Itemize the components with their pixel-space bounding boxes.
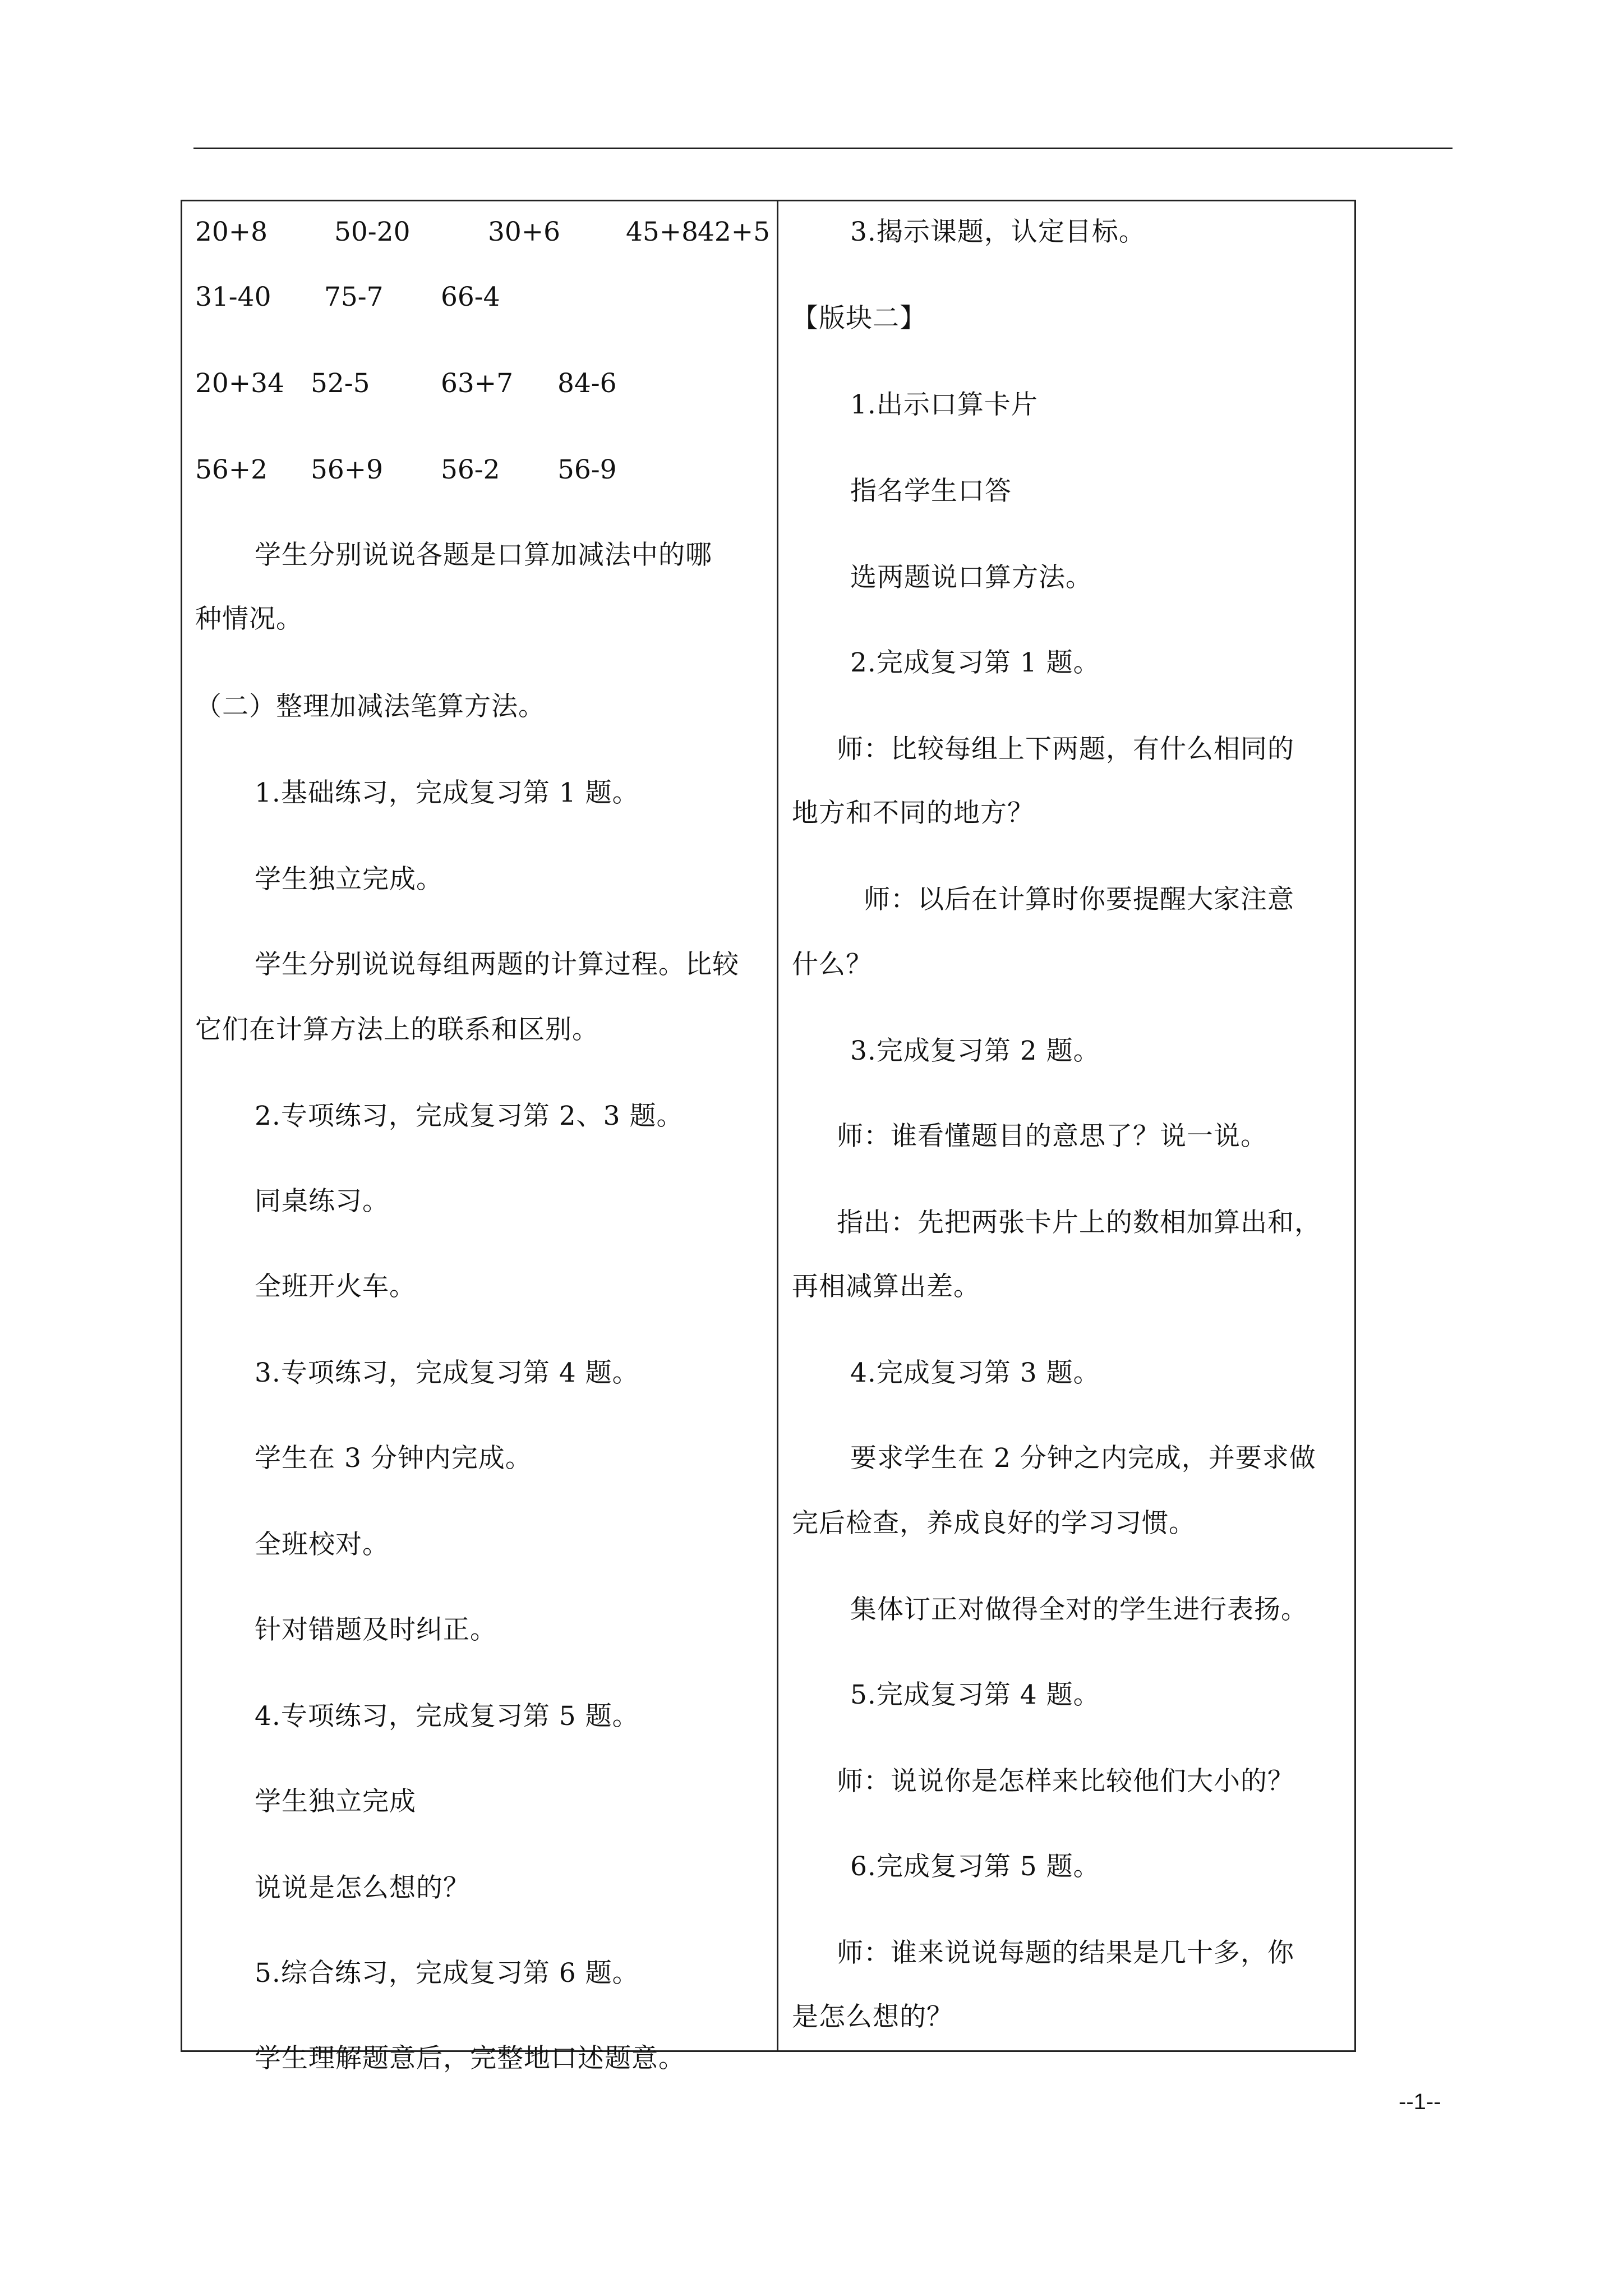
- paragraph-line: 说说是怎么想的？: [255, 1872, 470, 1903]
- expression: 45+8: [626, 217, 699, 247]
- paragraph-line: 学生独立完成: [255, 1786, 416, 1817]
- paragraph-line: 学生分别说说各题是口算加减法中的哪: [255, 540, 712, 570]
- expression: 52-5: [311, 368, 370, 399]
- expression: 20+8: [195, 217, 268, 247]
- paragraph-line: 全班校对。: [255, 1529, 389, 1560]
- paragraph-line: 师：谁来说说每题的结果是几十多，你: [837, 1938, 1294, 1968]
- paragraph-line: 2.专项练习，完成复习第 2、3 题。: [255, 1101, 684, 1131]
- section-heading: 【版块二】: [792, 303, 926, 334]
- paragraph-line: 1.出示口算卡片: [850, 389, 1038, 420]
- paragraph-line: 4.完成复习第 3 题。: [850, 1358, 1100, 1388]
- expression: 84-6: [557, 368, 617, 399]
- paragraph-line: 3.揭示课题，认定目标。: [850, 217, 1146, 247]
- expression: 56+2: [195, 454, 268, 485]
- paragraph-line: 师：谁看懂题目的意思了？说一说。: [837, 1121, 1267, 1152]
- paragraph-line: 完后检查，养成良好的学习习惯。: [792, 1508, 1196, 1539]
- paragraph-line: 4.专项练习，完成复习第 5 题。: [255, 1701, 639, 1732]
- paragraph-line: 它们在计算方法上的联系和区别。: [195, 1014, 599, 1045]
- paragraph-line: 种情况。: [195, 604, 303, 634]
- paragraph-line: 学生在 3 分钟内完成。: [255, 1443, 532, 1474]
- paragraph-line: 指名学生口答: [850, 476, 1012, 507]
- expression: 30+6: [488, 217, 561, 247]
- paragraph-line: 地方和不同的地方？: [792, 798, 1034, 829]
- paragraph-line: 学生理解题意后，完整地口述题意。: [255, 2043, 685, 2074]
- paragraph-line: 要求学生在 2 分钟之内完成，并要求做: [850, 1443, 1316, 1474]
- paragraph-line: 学生分别说说每组两题的计算过程。比较: [255, 949, 739, 980]
- paragraph-line: 什么？: [792, 949, 873, 980]
- expression: 56+9: [311, 454, 384, 485]
- paragraph-line: 师：说说你是怎样来比较他们大小的？: [837, 1766, 1294, 1797]
- paragraph-line: 5.完成复习第 4 题。: [850, 1680, 1100, 1710]
- paragraph-line: 1.基础练习，完成复习第 1 题。: [255, 777, 639, 808]
- expression: 50-20: [334, 217, 411, 247]
- expression: 56-9: [557, 454, 617, 485]
- expression: 66-4: [441, 282, 500, 312]
- paragraph-line: 3.完成复习第 2 题。: [850, 1036, 1100, 1066]
- paragraph-line: 3.专项练习，完成复习第 4 题。: [255, 1358, 639, 1388]
- paragraph-line: 是怎么想的？: [792, 2001, 953, 2032]
- paragraph-line: 选两题说口算方法。: [850, 562, 1092, 593]
- expression: 20+34: [195, 368, 284, 399]
- paragraph-line: 学生独立完成。: [255, 864, 443, 895]
- page-number: --1--: [1399, 2090, 1441, 2114]
- paragraph-line: 师：比较每组上下两题，有什么相同的: [837, 734, 1294, 765]
- expression: 56-2: [441, 454, 500, 485]
- paragraph-line: 全班开火车。: [255, 1271, 416, 1302]
- section-heading: （二）整理加减法笔算方法。: [195, 691, 545, 722]
- paragraph-line: 5.综合练习，完成复习第 6 题。: [255, 1958, 639, 1989]
- column-divider: [777, 200, 778, 2052]
- paragraph-line: 6.完成复习第 5 题。: [850, 1851, 1100, 1882]
- paragraph-line: 指出：先把两张卡片上的数相加算出和，: [837, 1207, 1321, 1238]
- paragraph-line: 师：以后在计算时你要提醒大家注意: [864, 884, 1294, 915]
- paragraph-line: 再相减算出差。: [792, 1271, 980, 1302]
- expression: 63+7: [441, 368, 514, 399]
- paragraph-line: 针对错题及时纠正。: [255, 1614, 497, 1645]
- expression: 42+5: [698, 217, 771, 247]
- header-rule: [193, 148, 1453, 149]
- expression: 75-7: [324, 282, 384, 312]
- paragraph-line: 同桌练习。: [255, 1186, 389, 1217]
- paragraph-line: 集体订正对做得全对的学生进行表扬。: [850, 1594, 1308, 1625]
- expression: 31-40: [195, 282, 271, 312]
- paragraph-line: 2.完成复习第 1 题。: [850, 647, 1100, 678]
